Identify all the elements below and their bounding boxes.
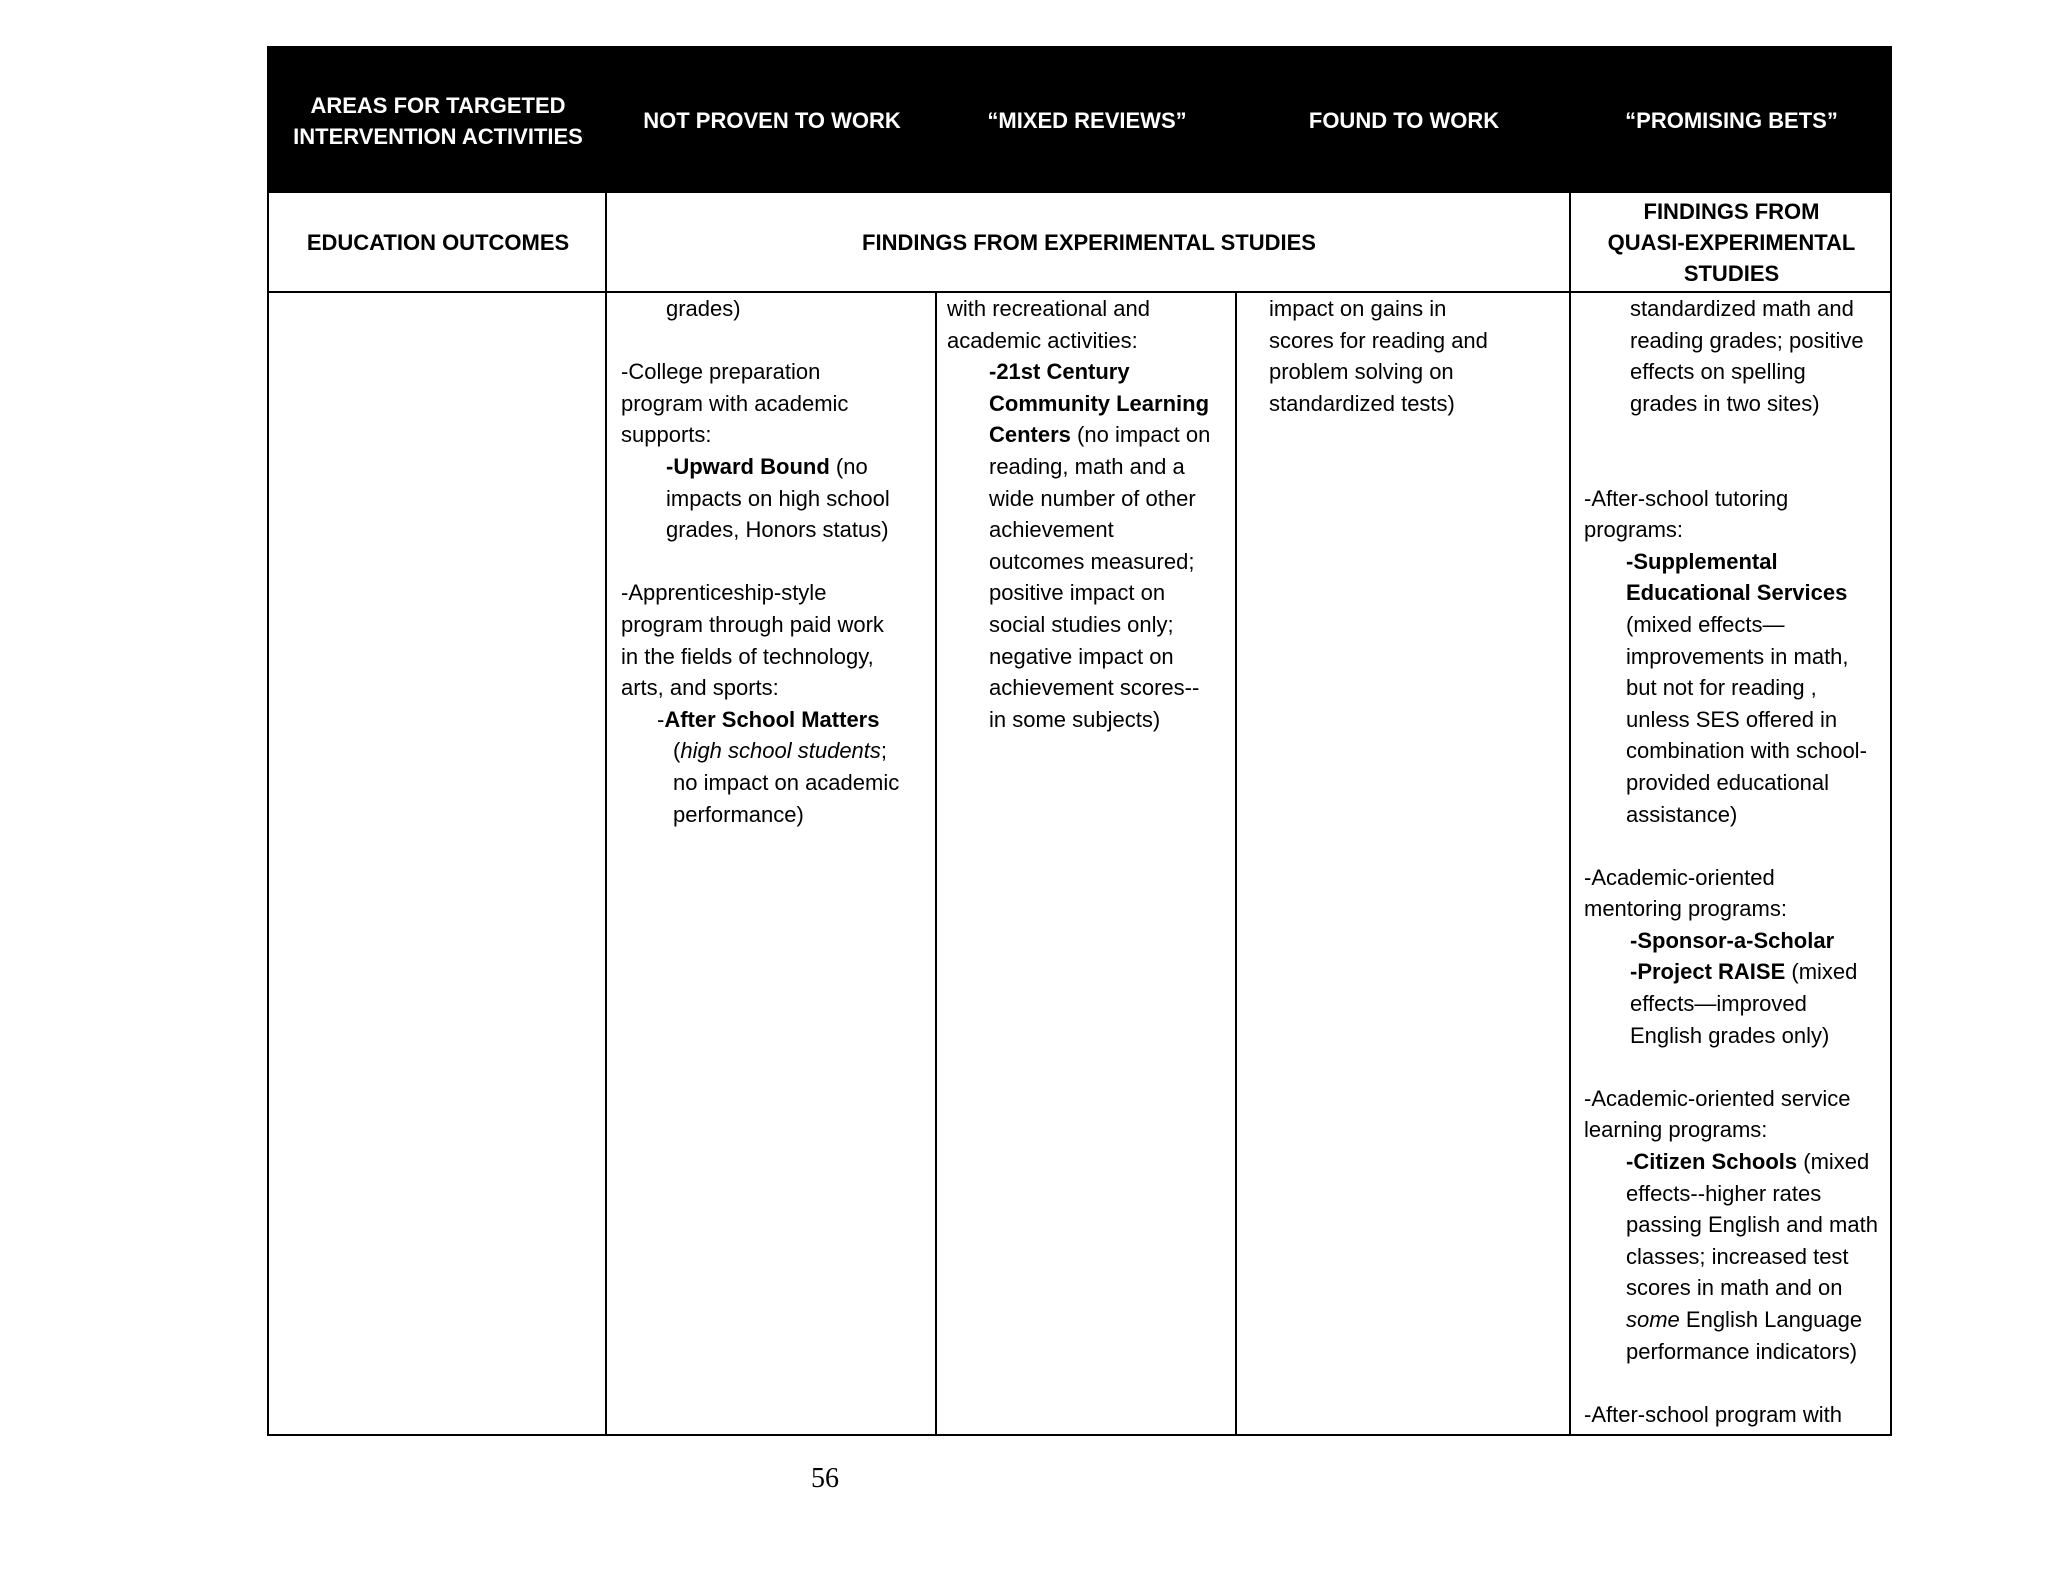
cell-line — [1584, 1304, 1894, 1336]
program-name: Educational Services — [1626, 580, 1848, 606]
cell-line — [621, 735, 933, 767]
findings-table — [267, 46, 1892, 1436]
cell-line: effects on spelling — [1630, 359, 1806, 385]
cell-line: standardized tests) — [1269, 390, 1455, 416]
page-number: 56 — [811, 1463, 839, 1494]
header-promising-bets: “PROMISING BETS” — [1625, 108, 1838, 133]
cell-text: (mixed — [1785, 959, 1858, 985]
cell-line: scores in math and on — [1626, 1275, 1843, 1301]
subheader-education-outcomes: EDUCATION OUTCOMES — [306, 229, 570, 255]
cell-line: scores for reading and — [1269, 327, 1488, 353]
cell-line: achievement scores-- — [989, 675, 1200, 701]
cell-line — [947, 419, 1235, 451]
cell-line: -After-school tutoring — [1584, 485, 1789, 511]
cell-line: impact on gains in — [1269, 296, 1447, 321]
cell-line: learning programs: — [1584, 1117, 1768, 1143]
cell-line — [1584, 956, 1894, 988]
cell-line: programs: — [1584, 517, 1684, 543]
cell-line: problem solving on — [1269, 359, 1454, 385]
cell-line: effects--higher rates — [1626, 1180, 1822, 1206]
cell-text: English Language — [1679, 1307, 1863, 1332]
cell-line: improvements in math, — [1626, 643, 1849, 669]
cell-text: (no impact on — [1070, 422, 1211, 448]
program-name: -21st Century — [989, 359, 1130, 385]
cell-line: English grades only) — [1630, 1022, 1830, 1048]
program-name: -Sponsor-a-Scholar — [1630, 927, 1835, 953]
cell-line — [621, 451, 933, 483]
cell-line: classes; increased test — [1626, 1243, 1849, 1269]
subheader-quasi-experimental: FINDINGS FROM QUASI-EXPERIMENTAL STUDIES — [1607, 198, 1856, 286]
cell-text-italic: some — [1626, 1307, 1680, 1332]
cell-line: academic activities: — [947, 327, 1138, 353]
cell-line: grades in two sites) — [1630, 390, 1820, 416]
cell-line: program with academic — [621, 390, 849, 416]
cell-line: grades) — [666, 296, 741, 321]
cell-line: with recreational and — [947, 296, 1151, 321]
cell-text: - — [657, 706, 665, 732]
program-name: Community Learning — [989, 390, 1210, 416]
table-body-row — [269, 293, 1890, 1436]
cell-line: -Academic-oriented — [1584, 864, 1775, 890]
cell-line: program through paid work — [621, 611, 884, 637]
program-name: -Upward Bound — [666, 453, 830, 479]
cell-line: supports: — [621, 422, 712, 448]
cell-line: in the fields of technology, — [621, 643, 874, 669]
cell-line: but not for reading , — [1626, 675, 1817, 701]
cell-line: -After-school program with — [1584, 1401, 1842, 1427]
cell-line: arts, and sports: — [621, 675, 779, 701]
cell-line: assistance) — [1626, 801, 1738, 827]
cell-line: reading, math and a — [989, 453, 1185, 479]
cell-line: no impact on academic — [673, 769, 900, 795]
cell-line: achievement — [989, 517, 1114, 543]
table-subheader-row — [269, 193, 1890, 293]
cell-line: in some subjects) — [989, 706, 1161, 732]
cell-line: negative impact on — [989, 643, 1174, 669]
cell-line: -College preparation — [621, 359, 821, 385]
cell-line: provided educational — [1626, 769, 1830, 795]
cell-text: ; — [880, 738, 888, 764]
cell-promising-bets — [1584, 293, 1894, 1430]
cell-line: reading grades; positive — [1630, 327, 1864, 353]
cell-line: impacts on high school — [666, 485, 890, 511]
program-name: -Citizen Schools — [1626, 1149, 1798, 1175]
cell-found-to-work — [1269, 293, 1567, 419]
cell-line: effects—improved — [1630, 991, 1807, 1017]
cell-text: (mixed — [1797, 1149, 1870, 1175]
cell-text: ( — [673, 738, 681, 764]
cell-line: mentoring programs: — [1584, 896, 1787, 922]
cell-line: standardized math and — [1630, 296, 1854, 321]
cell-line: outcomes measured; — [989, 548, 1195, 574]
header-not-proven: NOT PROVEN TO WORK — [643, 108, 901, 133]
cell-line: performance) — [673, 801, 804, 827]
cell-line — [621, 704, 933, 736]
cell-line: social studies only; — [989, 611, 1174, 637]
cell-text-italic: high school students — [680, 738, 881, 764]
header-found-to-work: FOUND TO WORK — [1308, 108, 1500, 133]
cell-line: -Apprenticeship-style — [621, 580, 827, 606]
cell-mixed-reviews — [947, 293, 1235, 735]
cell-text: (no — [829, 453, 868, 479]
subheader-experimental: FINDINGS FROM EXPERIMENTAL STUDIES — [862, 229, 1316, 255]
cell-line: unless SES offered in — [1626, 706, 1838, 732]
cell-line: combination with school- — [1626, 738, 1867, 764]
cell-line: performance indicators) — [1626, 1338, 1858, 1364]
cell-line: (mixed effects— — [1626, 611, 1785, 637]
cell-line: grades, Honors status) — [666, 517, 889, 543]
cell-line: positive impact on — [989, 580, 1166, 606]
program-name: After School Matters — [664, 706, 880, 732]
program-name: -Project RAISE — [1630, 959, 1786, 985]
cell-line: -Academic-oriented service — [1584, 1085, 1851, 1111]
cell-line: wide number of other — [989, 485, 1196, 511]
program-name: Centers — [989, 422, 1071, 448]
program-name: -Supplemental — [1626, 548, 1778, 574]
cell-line — [1584, 1146, 1894, 1178]
table-header-row — [269, 48, 1890, 193]
cell-not-proven — [621, 293, 933, 830]
header-areas: AREAS FOR TARGETED INTERVENTION ACTIVITIES — [293, 92, 583, 149]
cell-line: passing English and math — [1626, 1212, 1878, 1238]
header-mixed-reviews: “MIXED REVIEWS” — [987, 108, 1187, 133]
